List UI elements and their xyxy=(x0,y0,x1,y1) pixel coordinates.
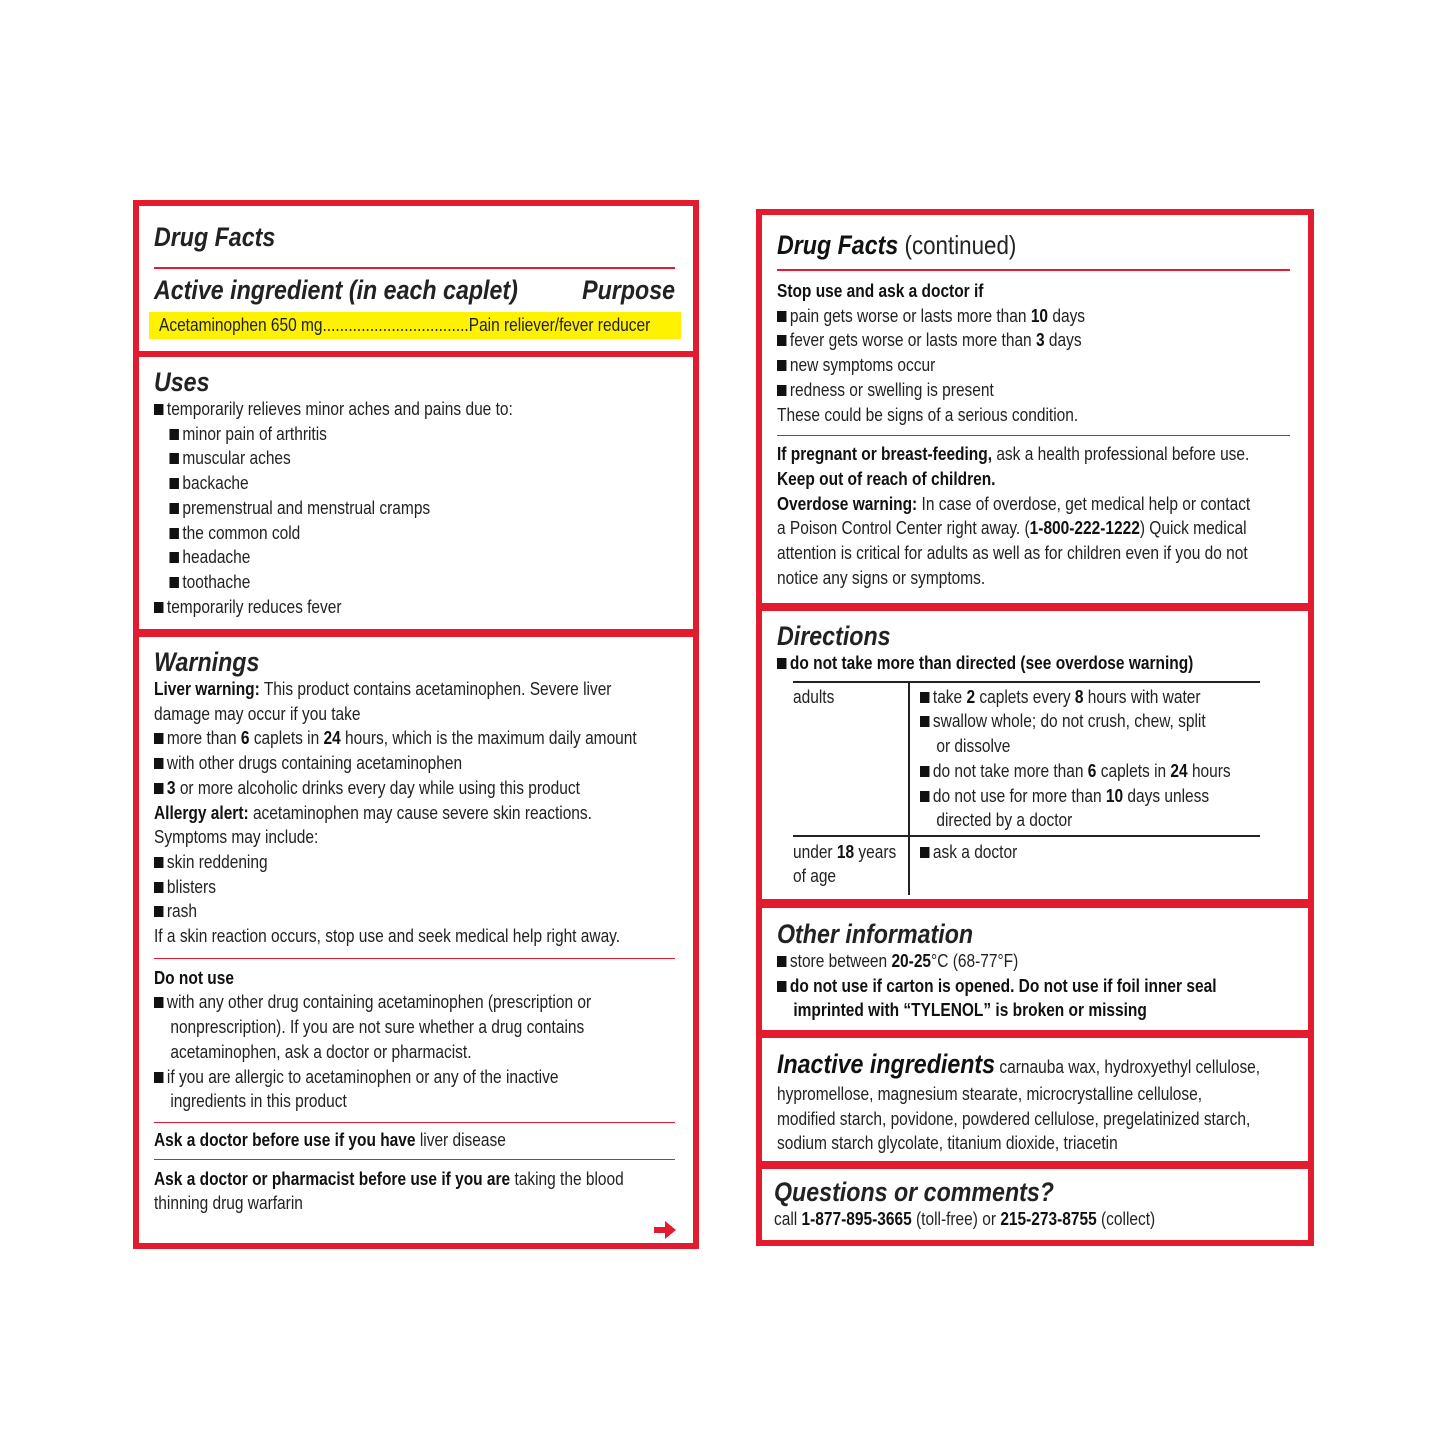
do-not-use-heading: Do not use xyxy=(154,967,234,988)
uses-subitem: the common cold xyxy=(154,521,602,546)
direction-item: take 2 caplets every 8 hours with water xyxy=(920,685,1247,710)
do-not-use-item: if you are allergic to acetaminophen or any of the inactive xyxy=(154,1065,602,1090)
active-ingredient-row xyxy=(149,312,681,339)
other-information-section: Other information store between 20-25°C (68-77°F) do not use if carton is opened. Do not use if foil inner seal imprinted with “TYLENOL” is broken or missing xyxy=(762,908,1308,1030)
panel-title: Drug Facts xyxy=(154,222,276,252)
bullet-square-icon xyxy=(920,716,929,727)
direction-item: do not use for more than 10 days unless xyxy=(920,784,1247,809)
ingredient-name: Acetaminophen 650 mg xyxy=(159,315,323,335)
bullet-square-icon xyxy=(777,981,786,992)
bullet-square-icon xyxy=(154,404,163,415)
divider xyxy=(777,435,1290,436)
bullet-square-icon xyxy=(920,766,929,777)
directions-title: Directions xyxy=(777,621,891,651)
symptom-item: rash xyxy=(154,899,602,924)
bullet-square-icon xyxy=(777,385,786,396)
uses-title: Uses xyxy=(154,367,210,397)
other-information-title: Other information xyxy=(777,919,974,949)
bullet-square-icon xyxy=(920,847,929,858)
do-not-use-item: with any other drug containing acetaminophen (prescription or xyxy=(154,990,602,1015)
uses-item: temporarily reduces fever xyxy=(154,595,602,620)
divider xyxy=(154,1122,675,1123)
warning-item: 3 or more alcoholic drinks every day while using this product xyxy=(154,776,602,801)
active-ingredient-section xyxy=(139,206,693,351)
panel-title: Drug Facts (continued) xyxy=(777,230,1017,260)
symptom-item: blisters xyxy=(154,875,602,900)
uses-subitem: muscular aches xyxy=(154,446,602,471)
warnings-section: Warnings Liver warning: This product contains acetaminophen. Severe liver damage may occur if you take more than 6 caplets in 24 hours, which is the maximum daily amount with other drugs containing acetaminophen 3 or more alcoholic drinks every day while using this product Allergy alert: acetaminophen may cause severe skin reactions. Symptoms may include: skin reddening blisters rash If a skin reaction occurs, stop use and seek medical help right away. Do not use with any other drug containing acetaminophen (prescription or nonprescription). If you are not sure whether a drug contains acetaminophen, ask a doctor or pharmacist. if you are allergic to acetaminophen or any of the inactive ingredients in this product Ask a doctor before use if you have liver disease Ask a doctor or pharmacist before use if you are taking the blood thinning drug warfarin xyxy=(139,637,693,1243)
table-row-divider xyxy=(793,835,1260,837)
bullet-square-icon xyxy=(154,758,163,769)
bullet-square-icon xyxy=(169,503,178,514)
toll-free-phone: 1-877-895-3665 xyxy=(801,1209,912,1229)
uses-subitem: headache xyxy=(154,545,602,570)
bullet-square-icon xyxy=(154,1072,163,1083)
ask-doctor-liver: Ask a doctor before use if you have liver disease xyxy=(154,1129,506,1150)
inactive-ingredients-section: Inactive ingredients carnauba wax, hydroxyethyl cellulose, hypromellose, magnesium stearate, microcrystalline cellulose, modified starch, povidone, powdered cellulose, pregelatinized starch, sodium starch glycolate, titanium dioxide, triacetin xyxy=(762,1038,1308,1161)
bullet-square-icon xyxy=(154,783,163,794)
stop-use-item: pain gets worse or lasts more than 10 days xyxy=(777,304,1218,329)
stop-use-item: new symptoms occur xyxy=(777,353,1218,378)
bullet-square-icon xyxy=(169,528,178,539)
bullet-square-icon xyxy=(777,335,786,346)
active-ingredient-heading: Active ingredient (in each caplet) xyxy=(154,275,518,305)
liver-warning-label: Liver warning: xyxy=(154,679,260,699)
directions-section xyxy=(762,611,1308,899)
direction-item: ask a doctor xyxy=(920,840,1212,865)
uses-section xyxy=(139,357,693,629)
bullet-square-icon xyxy=(777,956,786,967)
symptom-item: skin reddening xyxy=(154,850,602,875)
directions-table: adults take 2 caplets every 8 hours with water swallow whole; do not crush, chew, split or dissolve do not take more than 6 caplets in 24 hours do not use for more than 10 days unless directed by a doctor under 18 years of age ask a doctor xyxy=(793,681,1260,895)
bullet-square-icon xyxy=(169,453,178,464)
bullet-square-icon xyxy=(777,360,786,371)
divider xyxy=(777,269,1290,271)
bullet-square-icon xyxy=(169,429,178,440)
bullet-square-icon xyxy=(169,478,178,489)
uses-item: temporarily relieves minor aches and pains due to: xyxy=(154,397,602,422)
continue-arrow-icon xyxy=(654,1221,676,1239)
bullet-square-icon xyxy=(154,906,163,917)
age-group-label: under 18 years xyxy=(793,841,897,862)
bullet-square-icon xyxy=(777,658,786,669)
inactive-ingredients-title: Inactive ingredients xyxy=(777,1049,996,1079)
bullet-square-icon xyxy=(777,311,786,322)
uses-subitem: premenstrual and menstrual cramps xyxy=(154,496,602,521)
allergy-alert-label: Allergy alert: xyxy=(154,802,249,823)
table-column-divider xyxy=(908,683,910,895)
bullet-square-icon xyxy=(154,733,163,744)
stop-use-item: fever gets worse or lasts more than 3 days xyxy=(777,328,1218,353)
bullet-square-icon xyxy=(154,997,163,1008)
uses-subitem: toothache xyxy=(154,570,602,595)
overdose-warning: Overdose warning: In case of overdose, get medical help or contact xyxy=(777,493,1251,514)
bullet-square-icon xyxy=(169,577,178,588)
ingredient-purpose: Pain reliever/fever reducer xyxy=(468,315,651,335)
direction-item: swallow whole; do not crush, chew, split xyxy=(920,709,1247,734)
uses-subitem: backache xyxy=(154,471,602,496)
age-group-label: adults xyxy=(793,686,835,707)
warnings-title: Warnings xyxy=(154,647,260,677)
keep-out-of-reach: Keep out of reach of children. xyxy=(777,468,996,489)
directions-lead: do not take more than directed (see overdose warning) xyxy=(777,651,1218,676)
bullet-square-icon xyxy=(169,552,178,563)
other-info-item: do not use if carton is opened. Do not use if foil inner seal xyxy=(777,974,1218,999)
bullet-square-icon xyxy=(920,791,929,802)
bullet-square-icon xyxy=(154,882,163,893)
questions-contact: call 1-877-895-3665 (toll-free) or 215-273-8755 (collect) xyxy=(774,1209,1156,1229)
bullet-square-icon xyxy=(154,857,163,868)
purpose-heading: Purpose xyxy=(582,275,675,305)
ask-doctor-warfarin: Ask a doctor or pharmacist before use if you are taking the blood xyxy=(154,1168,624,1189)
pregnancy-warning: If pregnant or breast-feeding, ask a health professional before use. xyxy=(777,444,1250,465)
warning-item: more than 6 caplets in 24 hours, which is the maximum daily amount xyxy=(154,726,602,751)
questions-title: Questions or comments? xyxy=(774,1177,1054,1207)
drug-facts-panel-right xyxy=(756,209,1314,1246)
collect-phone: 215-273-8755 xyxy=(1000,1209,1097,1229)
stop-use-heading: Stop use and ask a doctor if xyxy=(777,281,984,301)
drug-facts-panel-left xyxy=(133,200,699,1249)
warning-item: with other drugs containing acetaminophen xyxy=(154,751,602,776)
bullet-square-icon xyxy=(920,692,929,703)
stop-use-item: redness or swelling is present xyxy=(777,378,1218,403)
uses-subitem: minor pain of arthritis xyxy=(154,422,602,447)
questions-section xyxy=(762,1169,1308,1240)
divider xyxy=(154,958,675,959)
direction-item: do not take more than 6 caplets in 24 hours xyxy=(920,759,1247,784)
leader-dots: .................................. xyxy=(322,315,469,335)
divider xyxy=(154,267,675,269)
divider xyxy=(154,1159,675,1160)
stop-use-section: Drug Facts (continued) Stop use and ask a doctor if pain gets worse or lasts more than 10 days fever gets worse or lasts more than 3 days new symptoms occur redness or swelling is present These could be signs of a serious condition. If pregnant or breast-feeding, ask a health professional before use. Keep out of reach of children. Overdose warning: In case of overdose, get medical help or contact a Poison Control Center right away. (1-800-222-1222) Quick medical attention is critical for adults as well as for children even if you do not notice any signs or symptoms. xyxy=(762,215,1308,603)
other-info-item: store between 20-25°C (68-77°F) xyxy=(777,949,1218,974)
poison-control-phone: 1-800-222-1222 xyxy=(1029,518,1140,539)
bullet-square-icon xyxy=(154,602,163,613)
